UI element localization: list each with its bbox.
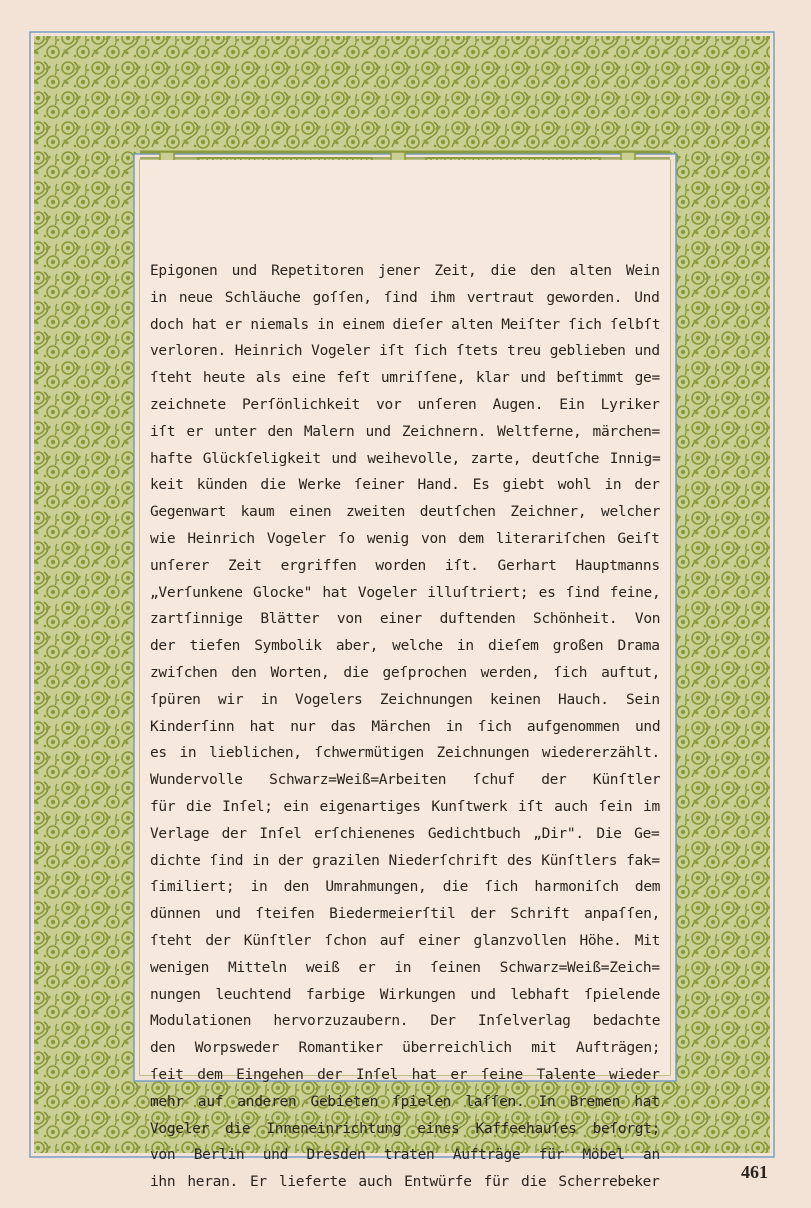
text-line: ſimiliert; in den Umrahmungen, die ſich harmoniſch dem <box>150 879 661 896</box>
text-line: ſteht der Künſtler ſchon auf einer glanzvollen Höhe. Mit <box>150 932 661 949</box>
body-text <box>150 258 660 1196</box>
text-line: zartſinnige Blätter von einer duftenden Schönheit. Von <box>150 611 661 628</box>
text-line: ſpüren wir in Vogelers Zeichnungen keinen Hauch. Sein <box>150 691 660 708</box>
text-line: ſteht heute als eine feſt umriſſene, klar und beſtimmt ge= <box>150 370 660 387</box>
text-line: dünnen und ſteifen Biedermeierſtil der Schrift anpaſſen, <box>150 906 661 923</box>
text-line: wenigen Mitteln weiß er in ſeinen Schwarz=Weiß=Zeich= <box>150 959 660 976</box>
text-line: für die Inſel; ein eigenartiges Kunſtwerk iſt auch ſein im <box>150 798 660 815</box>
text-line: iſt er unter den Malern und Zeichnern. Weltferne, märchen= <box>150 423 660 440</box>
text-line: Wundervolle Schwarz=Weiß=Arbeiten ſchuf der Künſtler <box>150 772 661 789</box>
text-line: hafte Glückſeligkeit und weihevolle, zarte, deutſche Innig= <box>150 450 661 467</box>
text-line: dichte ſind in der grazilen Niederſchrift des Künſtlers fak= <box>150 852 660 869</box>
text-line: zwiſchen den Worten, die geſprochen werden, ſich auftut, <box>150 664 661 681</box>
text-line: Gegenwart kaum einen zweiten deutſchen Zeichner, welcher <box>150 504 661 521</box>
text-line: der tiefen Symbolik aber, welche in dieſem großen Drama <box>150 638 660 655</box>
text-line: „Verſunkene Glocke" hat Vogeler illuſtriert; es ſind feine, <box>150 584 661 601</box>
text-line: ſeit dem Eingehen der Inſel hat er ſeine Talente wieder <box>150 1066 660 1083</box>
text-line: zeichnete Perſönlichkeit vor unſeren Augen. Ein Lyriker <box>150 396 660 413</box>
text-line: unſerer Zeit ergriffen worden iſt. Gerhart Hauptmanns <box>150 557 660 574</box>
text-line: Kinderſinn hat nur das Märchen in ſich aufgenommen und <box>150 718 661 735</box>
text-line: Verlage der Inſel erſchienenes Gedichtbuch „Dir". Die Ge= <box>150 825 660 842</box>
text-line: verloren. Heinrich Vogeler iſt ſich ſtets treu geblieben und <box>150 343 660 360</box>
text-line: den Worpsweder Romantiker überreichlich mit Aufträgen; <box>150 1040 661 1057</box>
text-line: ihn heran. Er lieferte auch Entwürfe für die Scherrebeker <box>150 1174 660 1191</box>
text-line: Modulationen hervorzuzaubern. Der Inſelverlag bedachte <box>150 1013 661 1030</box>
text-line: von Berlin und Dresden traten Aufträge für Möbel an <box>150 1147 660 1164</box>
text-line: Epigonen und Repetitoren jener Zeit, die den alten Wein <box>150 263 660 279</box>
text-line: doch hat er niemals in einem dieſer alten Meiſter ſich ſelbſt <box>150 316 661 333</box>
text-line: in neue Schläuche goſſen, ſind ihm vertraut geworden. Und <box>150 289 660 306</box>
text-line: nungen leuchtend farbige Wirkungen und lebhaft ſpielende <box>150 986 661 1003</box>
text-line: es in lieblichen, ſchwermütigen Zeichnungen wiedererzählt. <box>150 745 660 762</box>
text-line: mehr auf anderen Gebieten ſpielen laſſen. In Bremen hat <box>150 1093 660 1110</box>
page-number: 461 <box>741 1162 768 1182</box>
text-line: Vogeler die Inneneinrichtung eines Kaffeehauſes beſorgt; <box>150 1120 661 1137</box>
text-line: wie Heinrich Vogeler ſo wenig von dem literariſchen Geiſt <box>150 530 660 547</box>
text-line: keit künden die Werke ſeiner Hand. Es giebt wohl in der <box>150 477 660 494</box>
